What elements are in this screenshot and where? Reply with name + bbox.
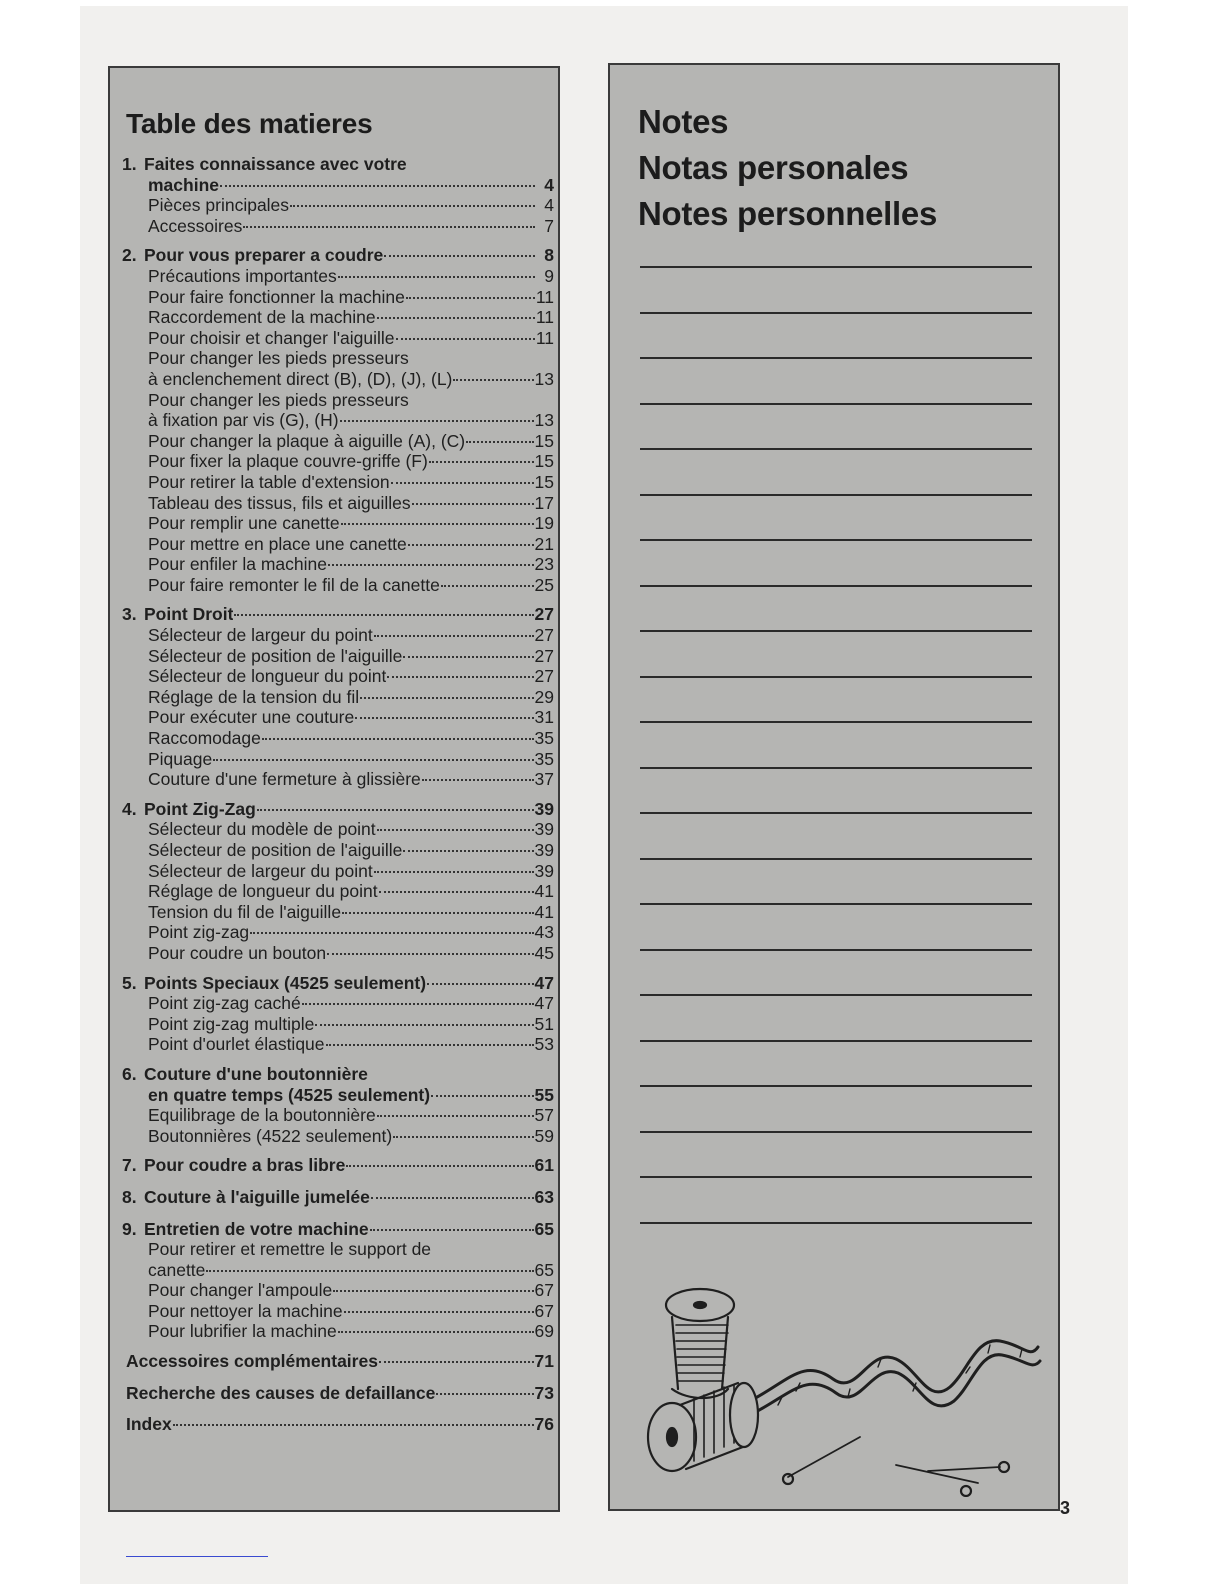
toc-extra-section (122, 1414, 554, 1435)
toc-entry (122, 861, 554, 882)
page-ref: 39 (534, 798, 554, 819)
page-ref: 15 (534, 471, 554, 492)
dot-leader (302, 1003, 534, 1005)
toc-section (122, 973, 554, 1055)
dot-leader (315, 1024, 533, 1026)
toc-entry (122, 266, 554, 287)
page-ref: 47 (534, 993, 554, 1014)
toc-entry (122, 707, 554, 728)
toc-entry (122, 575, 554, 596)
toc-entry (122, 943, 554, 964)
page-ref: 27 (534, 645, 554, 666)
toc-entry (122, 646, 554, 667)
note-writing-line (640, 767, 1032, 769)
dot-leader (243, 226, 535, 228)
page-ref: 41 (534, 881, 554, 902)
page-ref: 45 (534, 942, 554, 963)
entry-label: Piquage (148, 748, 213, 769)
dot-leader (344, 1311, 534, 1313)
toc-entry (122, 1014, 554, 1035)
note-writing-line (640, 676, 1032, 678)
page-number: 3 (1060, 1498, 1071, 1518)
note-writing-line (640, 994, 1032, 996)
entry-label: Recherche des causes de defaillance (126, 1382, 436, 1403)
page-ref: 11 (535, 286, 554, 307)
dot-leader (406, 297, 535, 299)
dot-leader (173, 1424, 534, 1426)
page-ref: 29 (534, 686, 554, 707)
toc-entry (122, 881, 554, 902)
page-ref: 76 (534, 1414, 554, 1435)
dot-leader (346, 1165, 533, 1167)
section-number: 1. (122, 154, 137, 174)
entry-label: Couture à l'aiguille jumelée (144, 1186, 370, 1207)
sewing-notions-illustration (628, 1287, 1048, 1497)
dot-leader (377, 317, 535, 319)
page-ref: 27 (534, 625, 554, 646)
page-ref: 37 (534, 769, 554, 790)
page-ref: 53 (534, 1034, 554, 1055)
toc-entry (122, 534, 554, 555)
dot-leader (262, 738, 534, 740)
page-ref: 11 (535, 327, 554, 348)
entry-label: Pour retirer la table d'extension (148, 471, 390, 492)
toc-entry (122, 554, 554, 575)
dot-leader (379, 1361, 534, 1363)
toc-entry (122, 728, 554, 749)
page-ref: 4 (544, 195, 554, 216)
note-writing-line (640, 903, 1032, 905)
entry-label: en quatre temps (4525 seulement) (148, 1084, 431, 1105)
toc-entry (122, 1260, 554, 1281)
entry-label: Accessoires (148, 215, 243, 236)
toc-entry (122, 1239, 554, 1260)
note-writing-line (640, 1176, 1032, 1178)
toc-section (122, 245, 554, 595)
page-ref: 15 (534, 451, 554, 472)
toc-entry (122, 819, 554, 840)
toc-section-heading (122, 1187, 554, 1208)
dot-leader (341, 523, 534, 525)
page-ref: 15 (534, 430, 554, 451)
dot-leader (333, 1290, 533, 1292)
entry-label: Tableau des tissus, fils et aiguilles (148, 492, 411, 513)
dot-leader (436, 1393, 533, 1395)
section-number: 5. (122, 972, 137, 993)
toc-entry (122, 369, 554, 390)
page-ref: 71 (534, 1351, 554, 1372)
toc-entry (122, 840, 554, 861)
toc-entry (122, 1105, 554, 1126)
entry-label: Réglage de la tension du fil (148, 686, 360, 707)
entry-label: Entretien de votre machine (144, 1218, 369, 1239)
note-writing-line (640, 494, 1032, 496)
note-writing-line (640, 357, 1032, 359)
toc-extra-section (122, 1383, 554, 1404)
toc-entry (122, 1085, 554, 1106)
entry-label: Pour exécuter une couture (148, 707, 355, 728)
entry-label: Sélecteur de largeur du point (148, 860, 373, 881)
dot-leader (384, 255, 535, 257)
dot-leader (327, 953, 533, 955)
page-ref: 23 (534, 554, 554, 575)
toc-entry (122, 410, 554, 431)
section-number: 3. (122, 604, 137, 625)
page-ref: 35 (534, 728, 554, 749)
toc-extra-section (122, 1351, 554, 1372)
toc-entry (122, 922, 554, 943)
page-ref: 69 (534, 1321, 554, 1342)
entry-label: Sélecteur de longueur du point (148, 666, 387, 687)
dot-leader (328, 564, 534, 566)
toc-section (122, 799, 554, 964)
dot-leader (234, 614, 533, 616)
toc-entry (122, 1301, 554, 1322)
page-ref: 67 (534, 1280, 554, 1301)
dot-leader (391, 482, 534, 484)
dot-leader (431, 1095, 533, 1097)
entry-label: Pour fixer la plaque couvre-griffe (F) (148, 451, 428, 472)
entry-label: Boutonnières (4522 seulement) (148, 1125, 393, 1146)
page-ref: 4 (544, 174, 554, 195)
toc-top-entry (122, 1414, 554, 1435)
page-ref: 35 (534, 748, 554, 769)
entry-label: Pour retirer et remettre le support de (148, 1239, 432, 1260)
dot-leader (422, 779, 534, 781)
page-ref: 61 (534, 1155, 554, 1176)
note-writing-line (640, 858, 1032, 860)
entry-label: Sélecteur du modèle de point (148, 819, 376, 840)
page-ref: 27 (534, 666, 554, 687)
toc-section-heading (122, 1064, 554, 1085)
entry-label: Pour vous preparer a coudre (144, 245, 384, 266)
entry-label: Index (126, 1414, 172, 1435)
dot-leader (377, 829, 534, 831)
dot-leader (326, 1044, 534, 1046)
table-of-contents-panel (108, 66, 560, 1512)
toc-entry (122, 472, 554, 493)
entry-label: Pour lubrifier la machine (148, 1321, 337, 1342)
dot-leader (453, 379, 533, 381)
dot-leader (360, 697, 533, 699)
entry-label: Pour nettoyer la machine (148, 1300, 343, 1321)
dot-leader (429, 461, 534, 463)
toc-entry (122, 307, 554, 328)
toc-entry (122, 287, 554, 308)
dot-leader (403, 656, 533, 658)
toc-section (122, 154, 554, 236)
page-ref: 43 (534, 922, 554, 943)
page-ref: 65 (534, 1259, 554, 1280)
entry-label: Point Droit (144, 604, 234, 625)
page-ref: 27 (534, 604, 554, 625)
toc-entry (122, 513, 554, 534)
entry-label: à fixation par vis (G), (H) (148, 410, 339, 431)
toc-section (122, 1219, 554, 1343)
toc-section-heading (122, 154, 554, 175)
entry-label: Faites connaissance avec votre (144, 154, 407, 174)
page-ref: 8 (544, 245, 554, 266)
toc-entry (122, 625, 554, 646)
dot-leader (412, 503, 534, 505)
page-ref: 21 (534, 533, 554, 554)
entry-label: Point d'ourlet élastique (148, 1034, 325, 1055)
dot-leader (374, 635, 534, 637)
toc-entry (122, 769, 554, 790)
dot-leader (220, 185, 535, 187)
page-ref: 63 (534, 1186, 554, 1207)
toc-entry (122, 493, 554, 514)
page-ref: 11 (535, 307, 554, 328)
note-writing-line (640, 448, 1032, 450)
toc-entry (122, 749, 554, 770)
page-ref: 13 (534, 410, 554, 431)
footer-link-underline[interactable] (126, 1556, 268, 1557)
dot-leader (379, 891, 534, 893)
toc-entry (122, 666, 554, 687)
toc-section-heading (122, 973, 554, 994)
page-ref: 17 (534, 492, 554, 513)
entry-label: Tension du fil de l'aiguille (148, 901, 342, 922)
page-ref: 39 (534, 840, 554, 860)
dot-leader (355, 717, 533, 719)
toc-entry (122, 1280, 554, 1301)
entry-label: Point zig-zag caché (148, 993, 301, 1014)
entry-label: Points Speciaux (4525 seulement) (144, 972, 427, 993)
entry-label: canette (148, 1259, 206, 1280)
toc-section-heading (122, 1155, 554, 1176)
entry-label: Sélecteur de position de l'aiguille (148, 645, 403, 666)
notes-title-fr: Notes personnelles (638, 195, 938, 232)
dot-leader (340, 420, 534, 422)
dot-leader (393, 1136, 533, 1138)
page-ref: 13 (534, 368, 554, 389)
dot-leader (387, 676, 533, 678)
toc-section (122, 1064, 554, 1146)
note-writing-line (640, 812, 1032, 814)
dot-leader (466, 441, 533, 443)
toc-entry (122, 1126, 554, 1147)
toc-section (122, 1155, 554, 1176)
toc-title: Table des matieres (126, 108, 373, 139)
toc-entry (122, 328, 554, 349)
dot-leader (377, 1115, 534, 1117)
toc-list (122, 154, 554, 1446)
dot-leader (370, 1229, 534, 1231)
entry-label: Raccomodage (148, 728, 261, 749)
dot-leader (403, 850, 533, 852)
entry-label: Pour enfiler la machine (148, 554, 327, 575)
page-ref: 7 (544, 215, 554, 236)
toc-entry (122, 902, 554, 923)
note-writing-line (640, 721, 1032, 723)
page-ref: 67 (534, 1300, 554, 1321)
notes-titles (638, 99, 937, 237)
entry-label: Réglage de longueur du point (148, 881, 378, 902)
dot-leader (441, 585, 534, 587)
entry-label: Pour faire remonter le fil de la canette (148, 574, 440, 595)
toc-section-heading (122, 604, 554, 625)
page-ref: 51 (534, 1013, 554, 1034)
notes-title-es: Notas personales (638, 149, 909, 186)
page-ref: 25 (534, 574, 554, 595)
page-ref: 39 (534, 860, 554, 881)
entry-label: Couture d'une fermeture à glissière (148, 769, 421, 790)
toc-entry (122, 175, 554, 196)
entry-label: Equilibrage de la boutonnière (148, 1105, 376, 1126)
entry-label: machine (148, 174, 219, 195)
page-ref: 41 (534, 901, 554, 922)
notes-panel (608, 63, 1060, 1511)
entry-label: Couture d'une boutonnière (144, 1063, 368, 1084)
entry-label: Accessoires complémentaires (126, 1351, 378, 1372)
toc-entry (122, 1321, 554, 1342)
entry-label: Pour mettre en place une canette (148, 533, 407, 554)
toc-entry (122, 687, 554, 708)
toc-entry (122, 195, 554, 216)
page-ref: 19 (534, 513, 554, 534)
entry-label: Pour coudre a bras libre (144, 1155, 346, 1176)
toc-entry (122, 348, 554, 369)
toc-section (122, 604, 554, 789)
page-ref: 59 (534, 1125, 554, 1146)
dot-leader (338, 1331, 534, 1333)
toc-section-heading (122, 799, 554, 820)
entry-label: Point zig-zag (148, 922, 250, 943)
note-writing-line (640, 585, 1032, 587)
toc-entry (122, 451, 554, 472)
note-writing-line (640, 266, 1032, 268)
toc-entry (122, 390, 554, 411)
toc-entry (122, 1034, 554, 1055)
note-writing-line (640, 949, 1032, 951)
section-number: 8. (122, 1186, 137, 1207)
dot-leader (290, 205, 535, 207)
entry-label: Pour remplir une canette (148, 513, 340, 534)
toc-section-heading (122, 1219, 554, 1240)
note-writing-line (640, 312, 1032, 314)
dot-leader (338, 276, 535, 278)
section-number: 6. (122, 1063, 137, 1084)
toc-entry (122, 993, 554, 1014)
dot-leader (213, 759, 533, 761)
section-number: 7. (122, 1155, 137, 1176)
entry-label: Sélecteur de position de l'aiguille (148, 840, 403, 860)
entry-label: Pièces principales (148, 195, 290, 216)
entry-label: Point Zig-Zag (144, 798, 256, 819)
toc-top-entry (122, 1351, 554, 1372)
note-writing-line (640, 1040, 1032, 1042)
note-writing-line (640, 630, 1032, 632)
dot-leader (371, 1197, 534, 1199)
note-writing-line (640, 1131, 1032, 1133)
dot-leader (408, 544, 534, 546)
notes-title-en: Notes (638, 103, 729, 140)
entry-label: à enclenchement direct (B), (D), (J), (L) (148, 368, 453, 389)
dot-leader (206, 1270, 533, 1272)
toc-entry (122, 431, 554, 452)
toc-entry (122, 216, 554, 237)
page-ref: 31 (534, 707, 554, 728)
page-ref: 9 (544, 265, 554, 286)
page-ref: 47 (534, 972, 554, 993)
section-number: 9. (122, 1218, 137, 1239)
page-ref: 65 (534, 1218, 554, 1239)
note-writing-line (640, 1222, 1032, 1224)
dot-leader (374, 871, 534, 873)
entry-label: Pour coudre un bouton (148, 942, 327, 963)
section-number: 2. (122, 245, 137, 266)
entry-label: Précautions importantes (148, 265, 337, 286)
entry-label: Pour changer les pieds presseurs (148, 389, 409, 410)
toc-section (122, 1187, 554, 1208)
page-ref: 73 (534, 1382, 554, 1403)
entry-label: Pour changer les pieds presseurs (148, 348, 409, 369)
entry-label: Pour faire fonctionner la machine (148, 286, 405, 307)
entry-label: Pour changer la plaque à aiguille (A), (C) (148, 430, 466, 451)
dot-leader (250, 932, 533, 934)
page-ref: 55 (534, 1084, 554, 1105)
dot-leader (427, 983, 533, 985)
entry-label: Point zig-zag multiple (148, 1013, 315, 1034)
section-number: 4. (122, 798, 137, 819)
entry-label: Sélecteur de largeur du point (148, 625, 373, 646)
page-ref: 57 (534, 1105, 554, 1126)
entry-label: Pour changer l'ampoule (148, 1280, 333, 1301)
page-ref: 39 (534, 819, 554, 840)
note-writing-line (640, 539, 1032, 541)
note-writing-line (640, 1085, 1032, 1087)
entry-label: Raccordement de la machine (148, 307, 376, 328)
note-writing-line (640, 403, 1032, 405)
dot-leader (257, 809, 534, 811)
entry-label: Pour choisir et changer l'aiguille (148, 327, 395, 348)
dot-leader (342, 912, 533, 914)
toc-top-entry (122, 1383, 554, 1404)
dot-leader (396, 338, 535, 340)
toc-section-heading (122, 245, 554, 266)
